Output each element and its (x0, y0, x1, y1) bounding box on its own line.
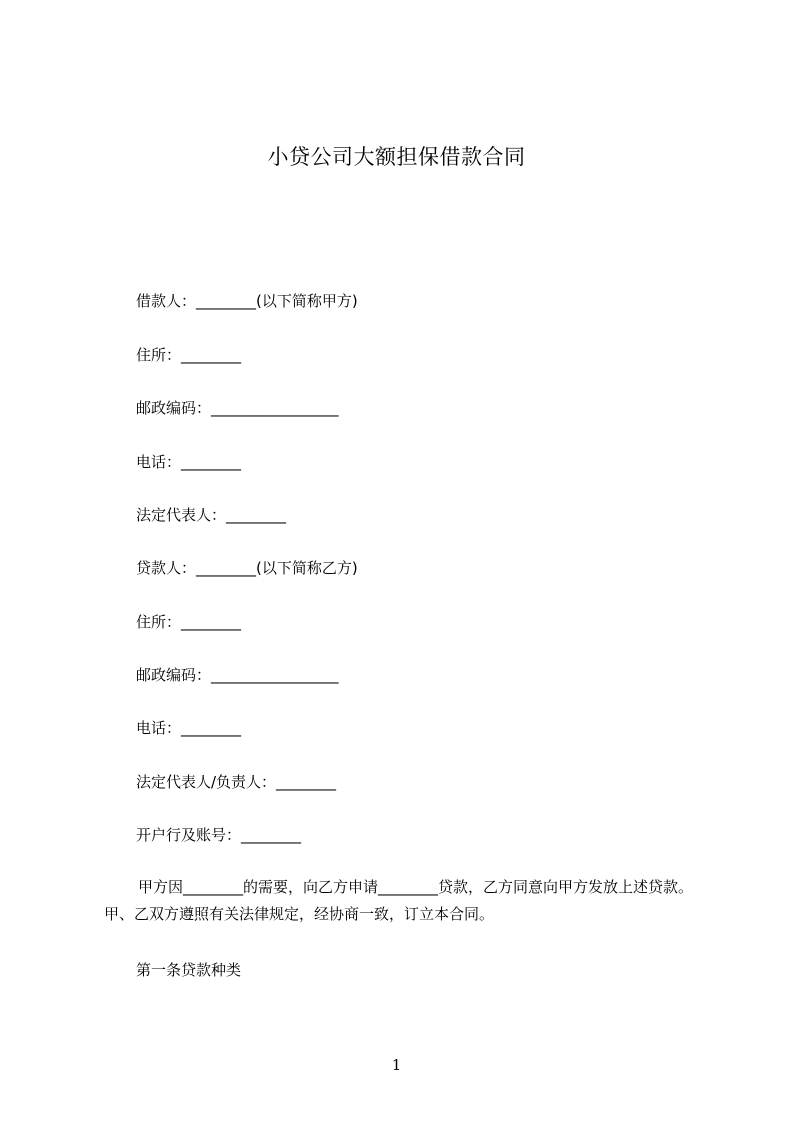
page-number: 1 (391, 1056, 402, 1074)
lender-field: 贷款人：________(以下简称乙方) (136, 559, 358, 577)
lender-address-field: 住所：________ (136, 613, 242, 631)
intro-paragraph (104, 874, 704, 928)
bank-account-field: 开户行及账号：________ (136, 826, 302, 844)
borrower-address-field: 住所：________ (136, 346, 242, 364)
section-heading: 第一条贷款种类 (136, 961, 242, 979)
page-title: 小贷公司大额担保借款合同 (267, 145, 526, 169)
borrower-legal-rep-field: 法定代表人：________ (136, 506, 287, 524)
lender-legal-rep-field: 法定代表人/负责人：________ (136, 773, 337, 791)
lender-phone-field: 电话：________ (136, 719, 242, 737)
borrower-postcode-field: 邮政编码：_________________ (136, 399, 339, 417)
borrower-field: 借款人：________(以下简称甲方) (136, 292, 358, 310)
lender-postcode-field: 邮政编码：_________________ (136, 666, 339, 684)
intro-paragraph-text: 甲方因________的需要，向乙方申请________贷款，乙方同意向甲方发放上述贷款。甲、乙双方遵照有关法律规定，经协商一致，订立本合同。 (104, 878, 694, 923)
borrower-phone-field: 电话：________ (136, 453, 242, 471)
